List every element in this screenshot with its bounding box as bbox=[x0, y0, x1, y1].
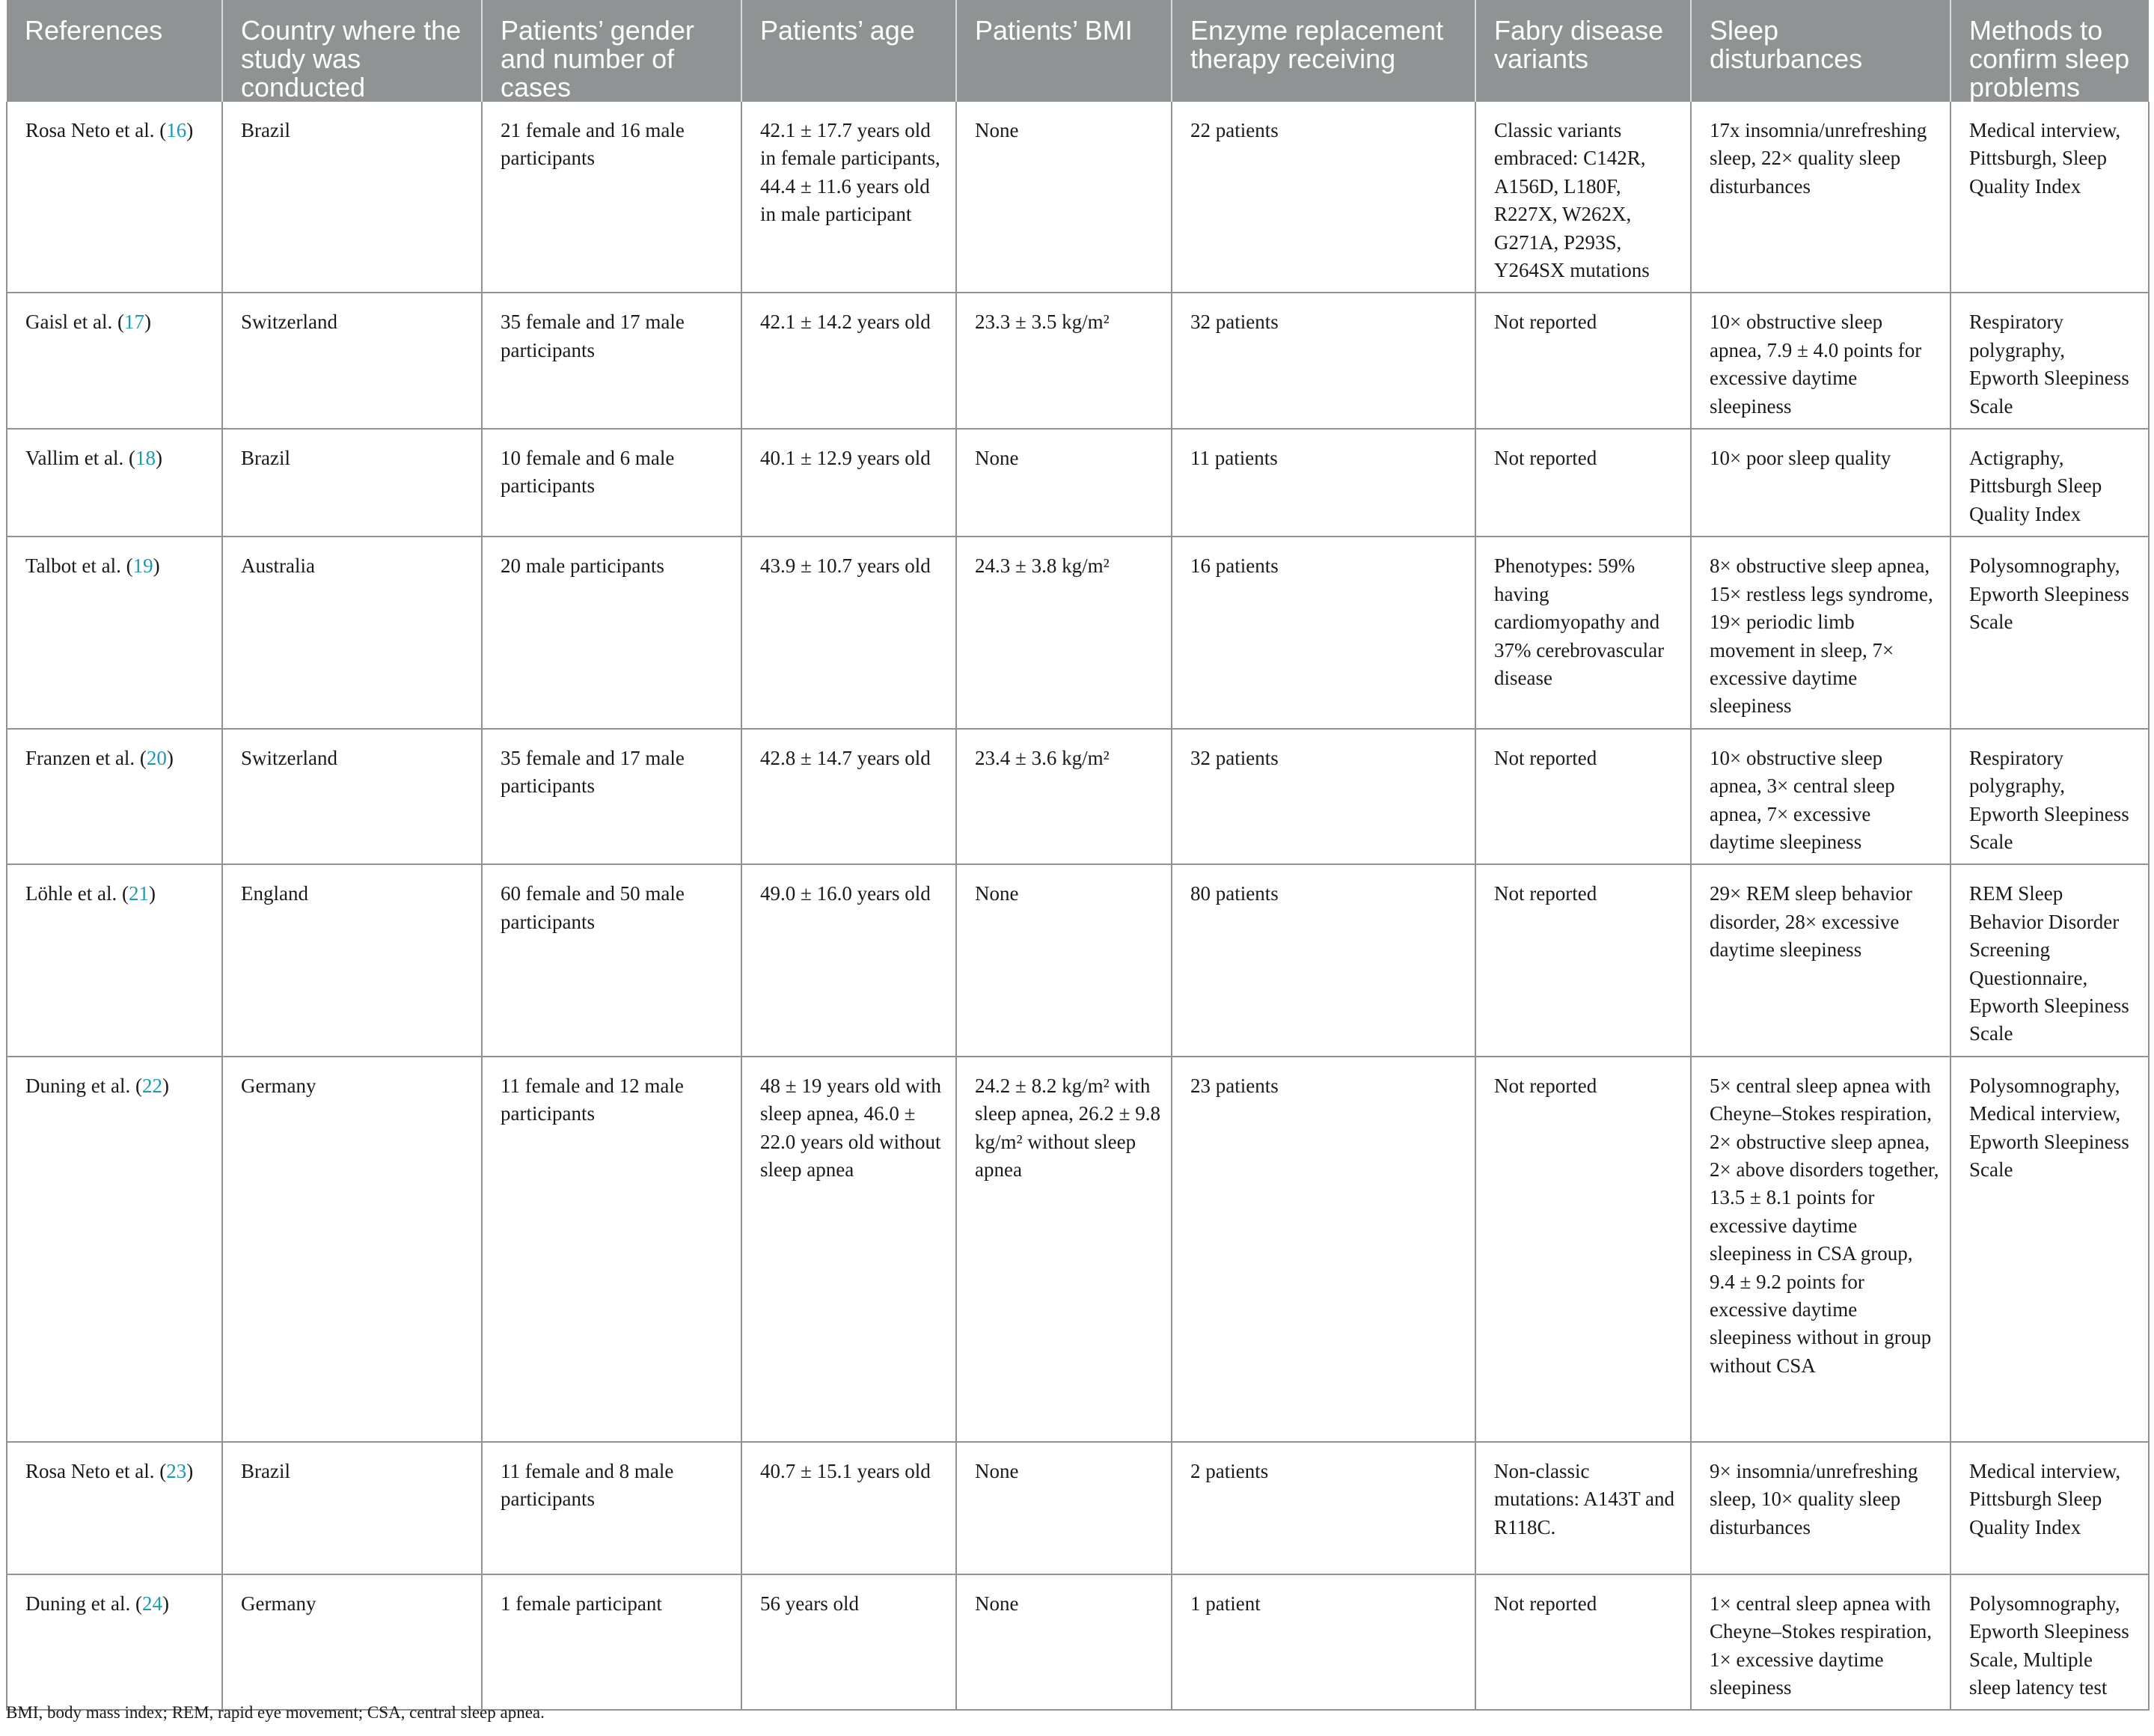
cell-variants: Classic variants embraced: C142R, A156D, L180F, R227X, W262X, G271A, P293S, Y264SX mutations bbox=[1475, 102, 1691, 293]
reference-author: Talbot et al. ( bbox=[25, 554, 133, 578]
header-variants: Fabry disease variants bbox=[1475, 0, 1691, 102]
cell-bmi: None bbox=[956, 1574, 1172, 1711]
cell-methods: Polysomnography, Epworth Sleepiness Scale, Multiple sleep latency test bbox=[1950, 1574, 2149, 1711]
cell-age: 48 ± 19 years old with sleep apnea, 46.0 ± 22.0 years old without sleep apnea bbox=[741, 1057, 956, 1442]
header-bmi: Patients’ BMI bbox=[956, 0, 1172, 102]
reference-close: ) bbox=[166, 746, 174, 769]
cell-methods: Medical interview, Pittsburgh, Sleep Quality Index bbox=[1950, 102, 2149, 293]
cell-bmi: None bbox=[956, 102, 1172, 293]
table-row bbox=[7, 537, 2149, 728]
cell-variants: Phenotypes: 59% having cardiomyopathy and 37% cerebrovascular disease bbox=[1475, 537, 1691, 728]
reference-author: Rosa Neto et al. ( bbox=[25, 119, 167, 141]
cell-sleep: 29× REM sleep behavior disorder, 28× excessive daytime sleepiness bbox=[1691, 864, 1950, 1056]
reference-link[interactable]: 17 bbox=[123, 311, 144, 334]
cell-ert: 11 patients bbox=[1172, 429, 1475, 537]
reference-link[interactable]: 22 bbox=[141, 1074, 162, 1097]
cell-methods: Polysomnography, Epworth Sleepiness Scale bbox=[1950, 537, 2149, 728]
cell-variants: Not reported bbox=[1475, 429, 1691, 537]
table-row bbox=[7, 864, 2149, 1056]
table-body bbox=[7, 102, 2149, 1710]
header-ert: Enzyme replacement therapy receiving bbox=[1172, 0, 1475, 102]
reference-link[interactable]: 18 bbox=[135, 447, 156, 470]
cell-sleep: 17x insomnia/unrefreshing sleep, 22× quality sleep disturbances bbox=[1691, 102, 1950, 293]
cell-ert: 1 patient bbox=[1172, 1574, 1475, 1711]
cell-methods: REM Sleep Behavior Disorder Screening Questionnaire, Epworth Sleepiness Scale bbox=[1950, 864, 2149, 1056]
cell-methods: Respiratory polygraphy, Epworth Sleepiness Scale bbox=[1950, 293, 2149, 429]
table-row bbox=[7, 1057, 2149, 1442]
study-table bbox=[6, 0, 2150, 1711]
cell-methods: Actigraphy, Pittsburgh Sleep Quality Index bbox=[1950, 429, 2149, 537]
reference-author: Rosa Neto et al. ( bbox=[25, 1459, 167, 1482]
cell-ert: 16 patients bbox=[1172, 537, 1475, 728]
header-gender: Patients’ gender and number of cases bbox=[482, 0, 741, 102]
cell-sleep: 10× poor sleep quality bbox=[1691, 429, 1950, 537]
cell-bmi: 24.3 ± 3.8 kg/m² bbox=[956, 537, 1172, 728]
cell-reference bbox=[7, 102, 222, 293]
cell-sleep: 10× obstructive sleep apnea, 7.9 ± 4.0 points for excessive daytime sleepiness bbox=[1691, 293, 1950, 429]
header-age: Patients’ age bbox=[741, 0, 956, 102]
reference-link[interactable]: 19 bbox=[132, 554, 153, 578]
cell-sleep: 9× insomnia/unrefreshing sleep, 10× quality sleep disturbances bbox=[1691, 1442, 1950, 1574]
cell-age: 56 years old bbox=[741, 1574, 956, 1711]
cell-methods: Respiratory polygraphy, Epworth Sleepiness Scale bbox=[1950, 729, 2149, 865]
cell-variants: Non-classic mutations: A143T and R118C. bbox=[1475, 1442, 1691, 1574]
table-row bbox=[7, 1442, 2149, 1574]
reference-link[interactable]: 23 bbox=[166, 1459, 187, 1482]
cell-country: England bbox=[222, 864, 482, 1056]
cell-age: 40.1 ± 12.9 years old bbox=[741, 429, 956, 537]
cell-variants: Not reported bbox=[1475, 864, 1691, 1056]
cell-gender: 10 female and 6 male participants bbox=[482, 429, 741, 537]
cell-gender: 21 female and 16 male participants bbox=[482, 102, 741, 293]
table-row bbox=[7, 429, 2149, 537]
cell-ert: 22 patients bbox=[1172, 102, 1475, 293]
reference-close: ) bbox=[153, 554, 160, 578]
cell-reference bbox=[7, 1442, 222, 1574]
cell-sleep: 5× central sleep apnea with Cheyne–Stokes respiration, 2× obstructive sleep apnea, 2× above disorders together, 13.5 ± 8.1 points for excessive daytime sleepiness in CSA group, 9.4 ± 9.2 points for excessive daytime sleepiness without in group without CSA bbox=[1691, 1057, 1950, 1442]
cell-sleep: 1× central sleep apnea with Cheyne–Stokes respiration, 1× excessive daytime sleepiness bbox=[1691, 1574, 1950, 1711]
cell-bmi: 23.4 ± 3.6 kg/m² bbox=[956, 729, 1172, 865]
cell-age: 43.9 ± 10.7 years old bbox=[741, 537, 956, 728]
cell-gender: 11 female and 8 male participants bbox=[482, 1442, 741, 1574]
cell-reference bbox=[7, 293, 222, 429]
cell-age: 49.0 ± 16.0 years old bbox=[741, 864, 956, 1056]
cell-ert: 23 patients bbox=[1172, 1057, 1475, 1442]
table-wrapper bbox=[6, 0, 2148, 1711]
header-references: References bbox=[7, 0, 222, 102]
cell-gender: 20 male participants bbox=[482, 537, 741, 728]
cell-methods: Polysomnography, Medical interview, Epworth Sleepiness Scale bbox=[1950, 1057, 2149, 1442]
reference-close: ) bbox=[162, 1592, 169, 1615]
table-row bbox=[7, 729, 2149, 865]
cell-reference bbox=[7, 1057, 222, 1442]
reference-author: Duning et al. ( bbox=[25, 1074, 142, 1097]
reference-close: ) bbox=[186, 119, 194, 141]
cell-reference bbox=[7, 864, 222, 1056]
cell-reference bbox=[7, 537, 222, 728]
cell-ert: 32 patients bbox=[1172, 729, 1475, 865]
cell-country: Brazil bbox=[222, 429, 482, 537]
reference-close: ) bbox=[162, 1074, 169, 1097]
reference-close: ) bbox=[155, 447, 162, 470]
cell-country: Germany bbox=[222, 1057, 482, 1442]
table-row bbox=[7, 1574, 2149, 1711]
reference-link[interactable]: 20 bbox=[146, 746, 167, 769]
header-sleep: Sleep disturbances bbox=[1691, 0, 1950, 102]
cell-gender: 35 female and 17 male participants bbox=[482, 729, 741, 865]
reference-close: ) bbox=[148, 882, 156, 905]
cell-gender: 60 female and 50 male participants bbox=[482, 864, 741, 1056]
cell-gender: 11 female and 12 male participants bbox=[482, 1057, 741, 1442]
reference-link[interactable]: 24 bbox=[141, 1592, 162, 1615]
cell-gender: 35 female and 17 male participants bbox=[482, 293, 741, 429]
cell-age: 42.8 ± 14.7 years old bbox=[741, 729, 956, 865]
cell-ert: 2 patients bbox=[1172, 1442, 1475, 1574]
cell-country: Switzerland bbox=[222, 729, 482, 865]
cell-country: Germany bbox=[222, 1574, 482, 1711]
cell-bmi: None bbox=[956, 1442, 1172, 1574]
table-row bbox=[7, 102, 2149, 293]
cell-variants: Not reported bbox=[1475, 729, 1691, 865]
reference-close: ) bbox=[186, 1459, 194, 1482]
cell-reference bbox=[7, 429, 222, 537]
cell-age: 42.1 ± 17.7 years old in female participants, 44.4 ± 11.6 years old in male participant bbox=[741, 102, 956, 293]
cell-country: Brazil bbox=[222, 1442, 482, 1574]
cell-sleep: 10× obstructive sleep apnea, 3× central sleep apnea, 7× excessive daytime sleepiness bbox=[1691, 729, 1950, 865]
reference-link[interactable]: 21 bbox=[128, 882, 149, 905]
cell-reference bbox=[7, 729, 222, 865]
reference-author: Franzen et al. ( bbox=[25, 746, 147, 769]
cell-ert: 32 patients bbox=[1172, 293, 1475, 429]
cell-variants: Not reported bbox=[1475, 1574, 1691, 1711]
reference-author: Löhle et al. ( bbox=[25, 882, 129, 905]
cell-bmi: 24.2 ± 8.2 kg/m² with sleep apnea, 26.2 ± 9.8 kg/m² without sleep apnea bbox=[956, 1057, 1172, 1442]
header-methods: Methods to confirm sleep problems bbox=[1950, 0, 2149, 102]
cell-ert: 80 patients bbox=[1172, 864, 1475, 1056]
cell-gender: 1 female participant bbox=[482, 1574, 741, 1711]
cell-bmi: None bbox=[956, 864, 1172, 1056]
reference-link[interactable]: 16 bbox=[166, 119, 187, 141]
cell-country: Brazil bbox=[222, 102, 482, 293]
reference-author: Vallim et al. ( bbox=[25, 447, 135, 470]
table-row bbox=[7, 293, 2149, 429]
header-country: Country where the study was conducted bbox=[222, 0, 482, 102]
reference-author: Duning et al. ( bbox=[25, 1592, 142, 1615]
cell-variants: Not reported bbox=[1475, 1057, 1691, 1442]
cell-variants: Not reported bbox=[1475, 293, 1691, 429]
header-row bbox=[7, 0, 2149, 102]
table-footnote: BMI, body mass index; REM, rapid eye movement; CSA, central sleep apnea. bbox=[6, 1703, 545, 1722]
cell-bmi: None bbox=[956, 429, 1172, 537]
cell-methods: Medical interview, Pittsburgh Sleep Quality Index bbox=[1950, 1442, 2149, 1574]
cell-country: Switzerland bbox=[222, 293, 482, 429]
cell-country: Australia bbox=[222, 537, 482, 728]
cell-sleep: 8× obstructive sleep apnea, 15× restless legs syndrome, 19× periodic limb movement in sleep, 7× excessive daytime sleepiness bbox=[1691, 537, 1950, 728]
cell-bmi: 23.3 ± 3.5 kg/m² bbox=[956, 293, 1172, 429]
cell-age: 42.1 ± 14.2 years old bbox=[741, 293, 956, 429]
reference-close: ) bbox=[144, 311, 151, 334]
cell-reference bbox=[7, 1574, 222, 1711]
reference-author: Gaisl et al. ( bbox=[25, 311, 124, 334]
cell-age: 40.7 ± 15.1 years old bbox=[741, 1442, 956, 1574]
